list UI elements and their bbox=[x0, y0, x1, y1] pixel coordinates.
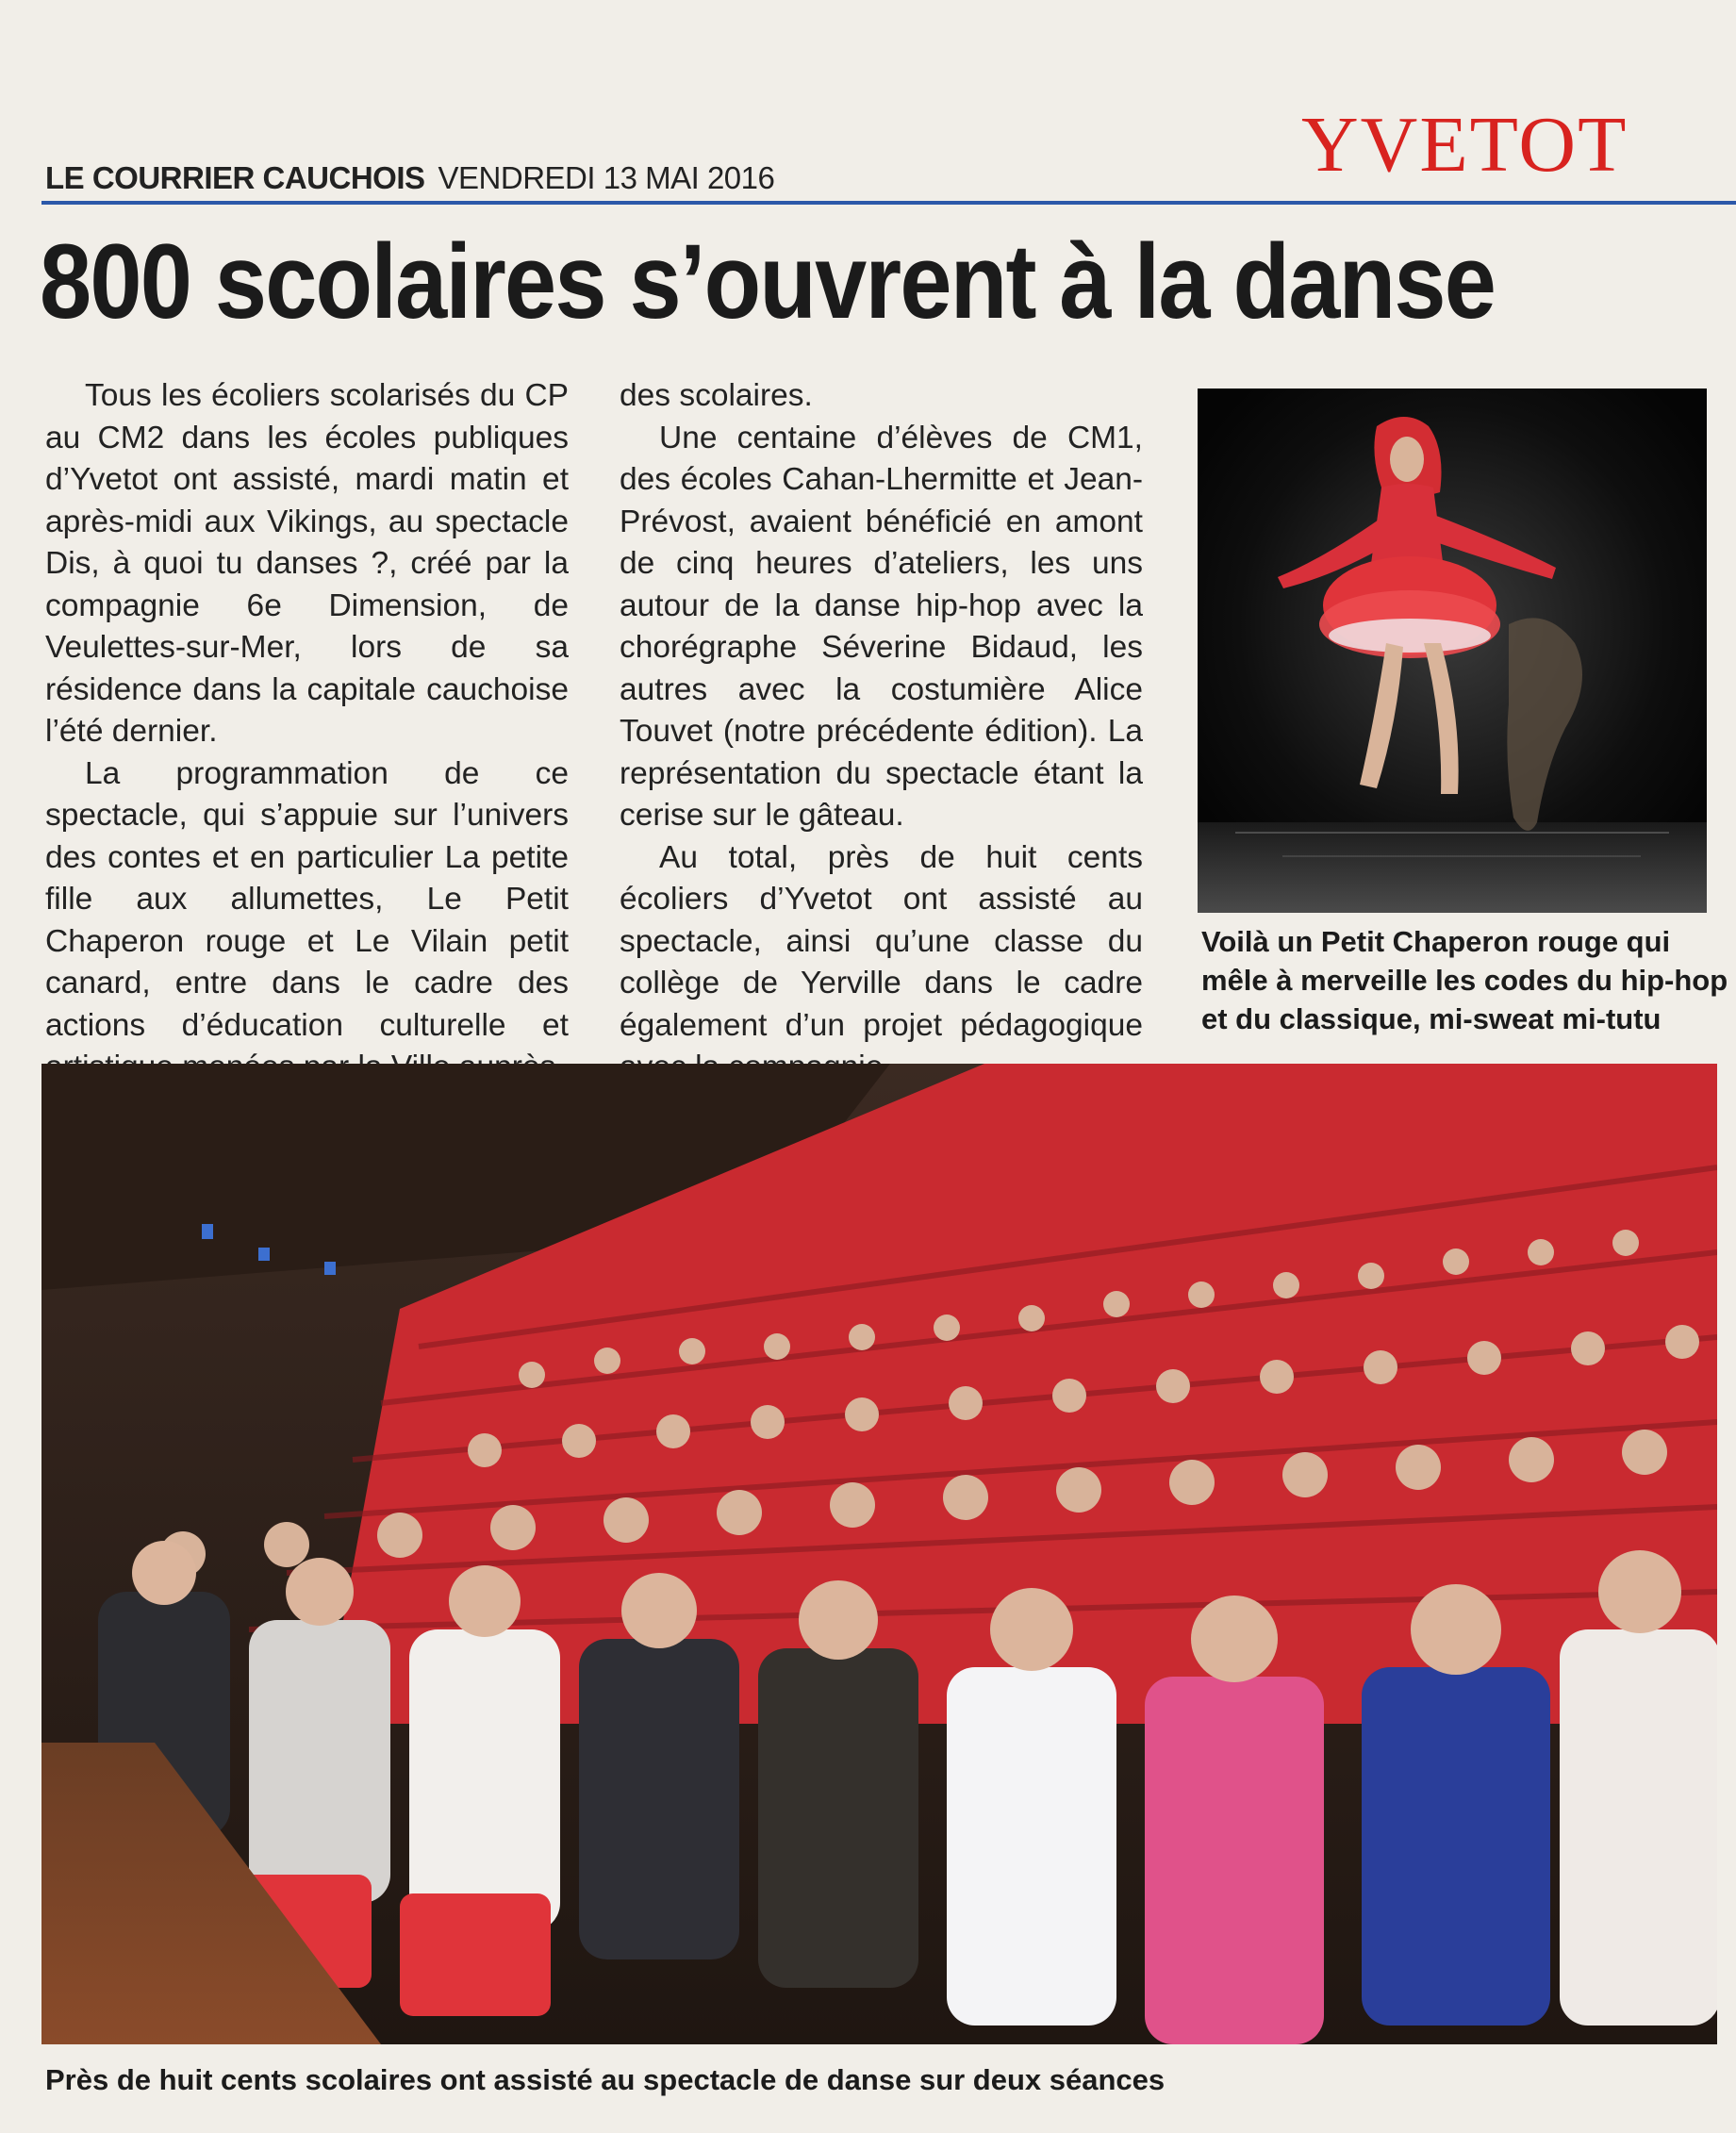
article-column-2 bbox=[620, 375, 1143, 1089]
audience-illustration bbox=[41, 1064, 1717, 2044]
audience-photo bbox=[41, 1064, 1717, 2044]
dancer-illustration bbox=[1198, 389, 1707, 913]
paragraph: La programmation de ce spectacle, qui s’appuie sur l’univers des contes et en particulier La petite fille aux allumettes, Le Petit Chaperon rouge et Le Vilain petit canard, entre dans le cadre des actions d’éducation culturelle et bbox=[45, 755, 569, 1043]
masthead bbox=[45, 160, 774, 196]
paragraph: des scolaires. bbox=[620, 378, 813, 413]
paragraph: Tous les écoliers scolarisés du CP au CM2 dans les écoles publiques d’Yvetot ont assisté, mardi matin et après-midi aux Vikings, au spectacle Dis, à quoi tu danses ?, créé par la compagnie 6e Dimension, de Veulettes-sur-Mer, lors de sa résidence dans la capitale cauchoise l’été dernier. bbox=[45, 378, 569, 749]
section-label: YVETOT bbox=[1301, 101, 1629, 189]
publication-name: LE COURRIER CAUCHOIS bbox=[45, 160, 425, 195]
dancer-caption: Voilà un Petit Chaperon rouge qui mêle à merveille les codes du hip-hop et du classique, mi-sweat mi-tutu bbox=[1201, 925, 1728, 1035]
article-column-1 bbox=[45, 375, 569, 1089]
header-rule bbox=[41, 201, 1736, 205]
headline: 800 scolaires s’ouvrent à la danse bbox=[40, 223, 1496, 340]
paragraph: Une centaine d’élèves de CM1, des écoles Cahan-Lhermitte et Jean-Prévost, avaient bénéficié en amont de cinq heures d’ateliers, les uns autour de la danse hip-hop avec la chorégraphe Séverine Bidaud, les autres avec la costumière Alice Touvet (notre précédente édition). La représentation du spectacle étant la cerise sur le gâteau. bbox=[620, 420, 1143, 833]
dancer-photo bbox=[1198, 389, 1707, 913]
paragraph: Au total, près de huit cents écoliers d’Yvetot ont assisté au spectacle, ainsi qu’une classe du collège de Yerville dans le cadre également d’un projet pédagogique bbox=[620, 839, 1143, 1043]
publication-date: VENDREDI 13 MAI 2016 bbox=[438, 160, 775, 195]
audience-caption: Près de huit cents scolaires ont assisté au spectacle de danse sur deux séances bbox=[45, 2063, 1166, 2096]
